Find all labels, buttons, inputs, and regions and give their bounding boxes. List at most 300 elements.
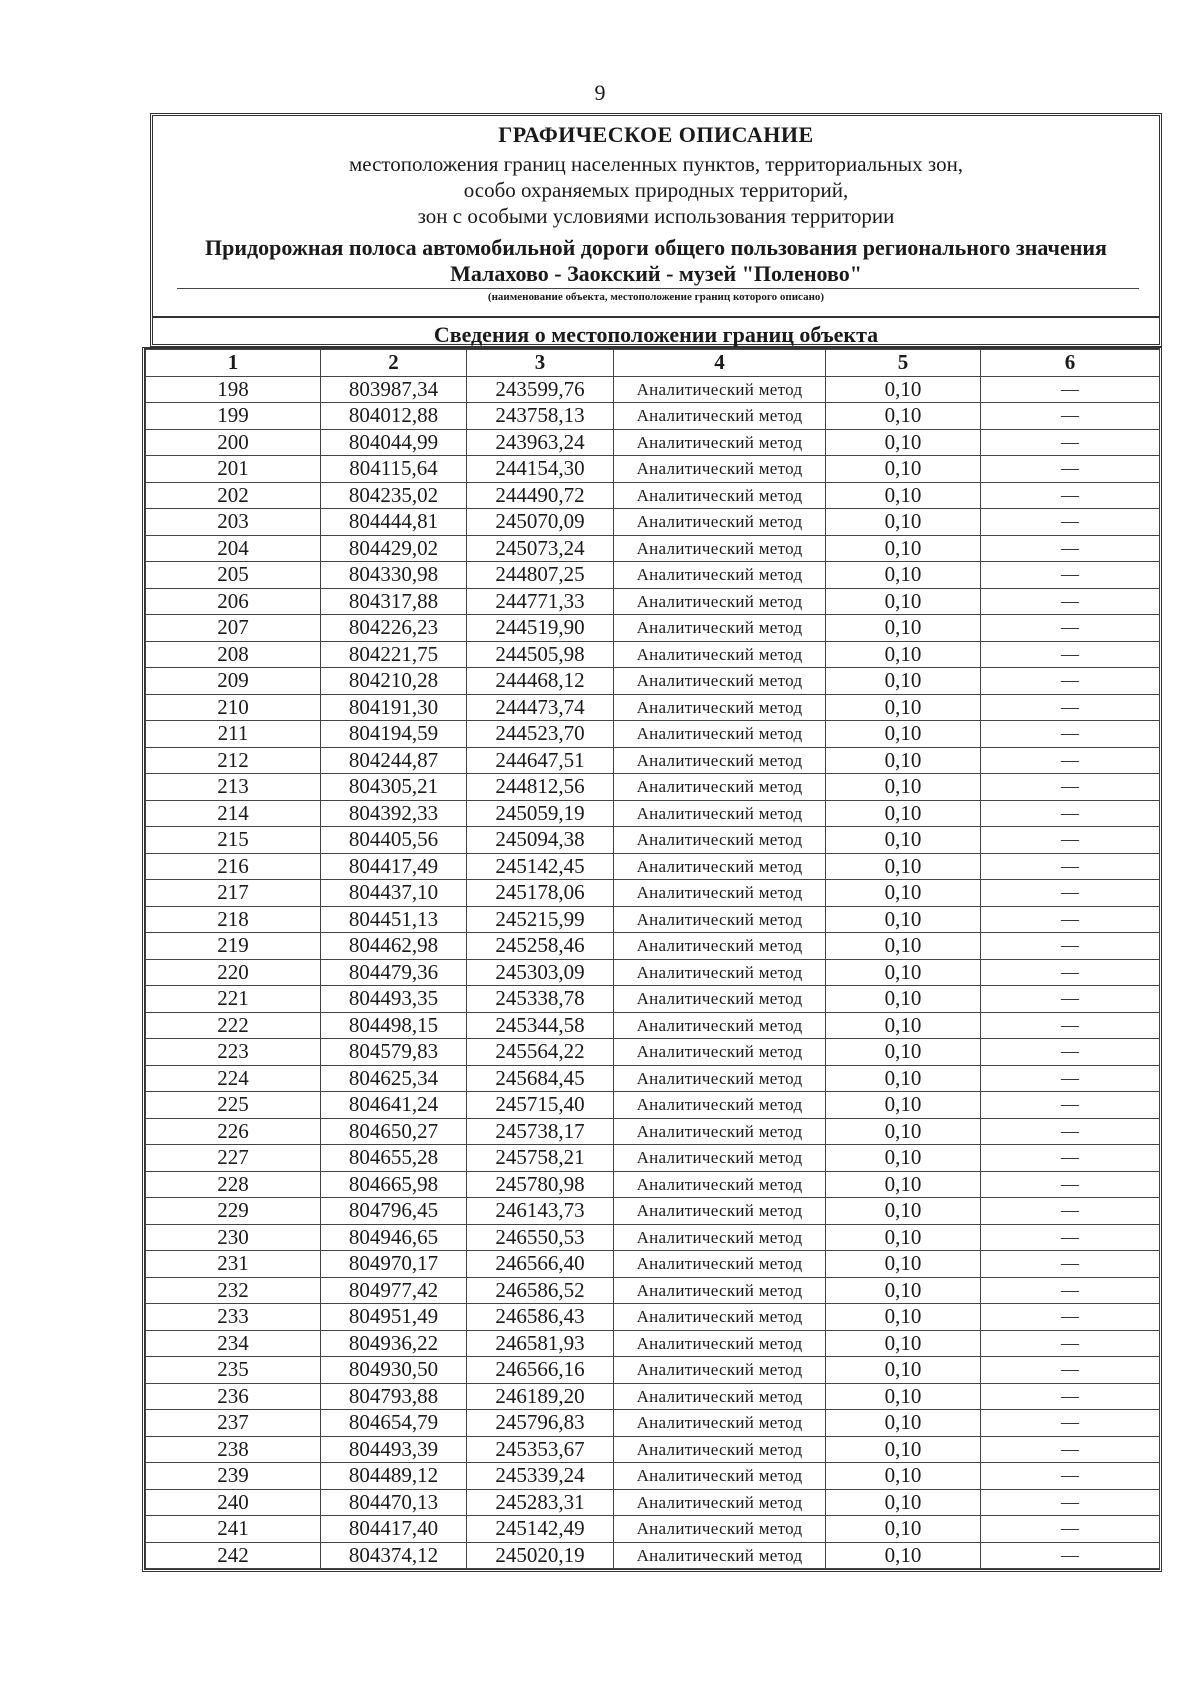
y-coordinate-cell: 245684,45: [467, 1065, 614, 1092]
method-cell: Аналитический метод: [614, 1516, 826, 1543]
x-coordinate-cell: 804579,83: [321, 1039, 467, 1066]
accuracy-cell: 0,10: [826, 641, 981, 668]
table-body: [146, 376, 1160, 1569]
subtitle-line-3: зон с особыми условиями использования территории: [417, 204, 895, 228]
accuracy-cell: 0,10: [826, 1489, 981, 1516]
point-number-cell: 201: [146, 456, 321, 483]
table-row: [146, 1118, 1160, 1145]
method-cell: Аналитический метод: [614, 615, 826, 642]
accuracy-cell: 0,10: [826, 1542, 981, 1569]
description-cell: —: [981, 1145, 1160, 1172]
point-number-cell: 234: [146, 1330, 321, 1357]
method-cell: Аналитический метод: [614, 403, 826, 430]
table-row: [146, 959, 1160, 986]
table-row: [146, 668, 1160, 695]
accuracy-cell: 0,10: [826, 1118, 981, 1145]
table-row: [146, 1251, 1160, 1278]
table-row: [146, 880, 1160, 907]
description-cell: —: [981, 1304, 1160, 1331]
method-cell: Аналитический метод: [614, 376, 826, 403]
header-box: [150, 113, 1162, 347]
description-cell: —: [981, 588, 1160, 615]
accuracy-cell: 0,10: [826, 1330, 981, 1357]
point-number-cell: 220: [146, 959, 321, 986]
x-coordinate-cell: 804210,28: [321, 668, 467, 695]
point-number-cell: 240: [146, 1489, 321, 1516]
point-number-cell: 213: [146, 774, 321, 801]
point-number-cell: 237: [146, 1410, 321, 1437]
point-number-cell: 226: [146, 1118, 321, 1145]
table-row: [146, 376, 1160, 403]
table-row: [146, 1410, 1160, 1437]
accuracy-cell: 0,10: [826, 509, 981, 536]
y-coordinate-cell: 243599,76: [467, 376, 614, 403]
point-number-cell: 204: [146, 535, 321, 562]
method-cell: Аналитический метод: [614, 1198, 826, 1225]
method-cell: Аналитический метод: [614, 1012, 826, 1039]
point-number-cell: 233: [146, 1304, 321, 1331]
method-cell: Аналитический метод: [614, 509, 826, 536]
point-number-cell: 224: [146, 1065, 321, 1092]
point-number-cell: 216: [146, 853, 321, 880]
method-cell: Аналитический метод: [614, 1145, 826, 1172]
method-cell: Аналитический метод: [614, 1383, 826, 1410]
description-cell: —: [981, 774, 1160, 801]
description-cell: —: [981, 403, 1160, 430]
accuracy-cell: 0,10: [826, 1463, 981, 1490]
point-number-cell: 199: [146, 403, 321, 430]
accuracy-cell: 0,10: [826, 933, 981, 960]
accuracy-cell: 0,10: [826, 800, 981, 827]
method-cell: Аналитический метод: [614, 906, 826, 933]
x-coordinate-cell: 804417,40: [321, 1516, 467, 1543]
y-coordinate-cell: 246566,40: [467, 1251, 614, 1278]
column-header: 6: [981, 350, 1160, 377]
point-number-cell: 230: [146, 1224, 321, 1251]
accuracy-cell: 0,10: [826, 668, 981, 695]
subtitle-line-1: местоположения границ населенных пунктов, территориальных зон,: [348, 152, 964, 176]
description-cell: —: [981, 1118, 1160, 1145]
object-name-line-1: Придорожная полоса автомобильной дороги общего пользования регионального значения: [205, 235, 1107, 260]
accuracy-cell: 0,10: [826, 747, 981, 774]
point-number-cell: 215: [146, 827, 321, 854]
accuracy-cell: 0,10: [826, 562, 981, 589]
description-cell: —: [981, 853, 1160, 880]
y-coordinate-cell: 245142,49: [467, 1516, 614, 1543]
table-row: [146, 827, 1160, 854]
table-row: [146, 456, 1160, 483]
table-row: [146, 800, 1160, 827]
method-cell: Аналитический метод: [614, 721, 826, 748]
point-number-cell: 232: [146, 1277, 321, 1304]
point-number-cell: 238: [146, 1436, 321, 1463]
x-coordinate-cell: 804655,28: [321, 1145, 467, 1172]
accuracy-cell: 0,10: [826, 615, 981, 642]
accuracy-cell: 0,10: [826, 1224, 981, 1251]
description-cell: —: [981, 1463, 1160, 1490]
table-row: [146, 482, 1160, 509]
method-cell: Аналитический метод: [614, 800, 826, 827]
method-cell: Аналитический метод: [614, 1118, 826, 1145]
accuracy-cell: 0,10: [826, 429, 981, 456]
description-cell: —: [981, 1092, 1160, 1119]
y-coordinate-cell: 246189,20: [467, 1383, 614, 1410]
table-row: [146, 1224, 1160, 1251]
method-cell: Аналитический метод: [614, 986, 826, 1013]
y-coordinate-cell: 245070,09: [467, 509, 614, 536]
x-coordinate-cell: 804392,33: [321, 800, 467, 827]
y-coordinate-cell: 246581,93: [467, 1330, 614, 1357]
x-coordinate-cell: 804305,21: [321, 774, 467, 801]
y-coordinate-cell: 243758,13: [467, 403, 614, 430]
accuracy-cell: 0,10: [826, 1198, 981, 1225]
x-coordinate-cell: 804946,65: [321, 1224, 467, 1251]
y-coordinate-cell: 244812,56: [467, 774, 614, 801]
method-cell: Аналитический метод: [614, 933, 826, 960]
table-row: [146, 986, 1160, 1013]
object-name: [153, 235, 1159, 287]
description-cell: —: [981, 1224, 1160, 1251]
table-row: [146, 906, 1160, 933]
x-coordinate-cell: 804936,22: [321, 1330, 467, 1357]
description-cell: —: [981, 1039, 1160, 1066]
section-divider: [153, 316, 1159, 318]
table-row: [146, 1277, 1160, 1304]
table-row: [146, 1436, 1160, 1463]
y-coordinate-cell: 245338,78: [467, 986, 614, 1013]
method-cell: Аналитический метод: [614, 694, 826, 721]
y-coordinate-cell: 245283,31: [467, 1489, 614, 1516]
x-coordinate-cell: 804498,15: [321, 1012, 467, 1039]
y-coordinate-cell: 243963,24: [467, 429, 614, 456]
table-row: [146, 933, 1160, 960]
point-number-cell: 231: [146, 1251, 321, 1278]
x-coordinate-cell: 804405,56: [321, 827, 467, 854]
x-coordinate-cell: 804330,98: [321, 562, 467, 589]
x-coordinate-cell: 804235,02: [321, 482, 467, 509]
accuracy-cell: 0,10: [826, 1039, 981, 1066]
method-cell: Аналитический метод: [614, 827, 826, 854]
section-heading: Сведения о местоположении границ объекта: [433, 322, 879, 347]
x-coordinate-cell: 804489,12: [321, 1463, 467, 1490]
method-cell: Аналитический метод: [614, 1463, 826, 1490]
description-cell: —: [981, 1516, 1160, 1543]
y-coordinate-cell: 245178,06: [467, 880, 614, 907]
method-cell: Аналитический метод: [614, 641, 826, 668]
x-coordinate-cell: 804462,98: [321, 933, 467, 960]
accuracy-cell: 0,10: [826, 535, 981, 562]
method-cell: Аналитический метод: [614, 562, 826, 589]
table-row: [146, 1039, 1160, 1066]
method-cell: Аналитический метод: [614, 588, 826, 615]
description-cell: —: [981, 1065, 1160, 1092]
description-cell: —: [981, 535, 1160, 562]
page-number: 9: [594, 80, 606, 105]
y-coordinate-cell: 244490,72: [467, 482, 614, 509]
point-number-cell: 236: [146, 1383, 321, 1410]
point-number-cell: 210: [146, 694, 321, 721]
y-coordinate-cell: 245059,19: [467, 800, 614, 827]
table-row: [146, 1383, 1160, 1410]
point-number-cell: 242: [146, 1542, 321, 1569]
accuracy-cell: 0,10: [826, 774, 981, 801]
x-coordinate-cell: 804470,13: [321, 1489, 467, 1516]
table-row: [146, 535, 1160, 562]
y-coordinate-cell: 245758,21: [467, 1145, 614, 1172]
y-coordinate-cell: 246550,53: [467, 1224, 614, 1251]
x-coordinate-cell: 804493,39: [321, 1436, 467, 1463]
point-number-cell: 219: [146, 933, 321, 960]
accuracy-cell: 0,10: [826, 986, 981, 1013]
y-coordinate-cell: 244505,98: [467, 641, 614, 668]
x-coordinate-cell: 804044,99: [321, 429, 467, 456]
description-cell: —: [981, 1171, 1160, 1198]
method-cell: Аналитический метод: [614, 1039, 826, 1066]
description-cell: —: [981, 1357, 1160, 1384]
table-row: [146, 1012, 1160, 1039]
method-cell: Аналитический метод: [614, 668, 826, 695]
table-row: [146, 588, 1160, 615]
point-number-cell: 206: [146, 588, 321, 615]
description-cell: —: [981, 1198, 1160, 1225]
description-cell: —: [981, 827, 1160, 854]
column-header: 2: [321, 350, 467, 377]
point-number-cell: 222: [146, 1012, 321, 1039]
accuracy-cell: 0,10: [826, 906, 981, 933]
y-coordinate-cell: 245303,09: [467, 959, 614, 986]
point-number-cell: 198: [146, 376, 321, 403]
point-number-cell: 227: [146, 1145, 321, 1172]
x-coordinate-cell: 804429,02: [321, 535, 467, 562]
method-cell: Аналитический метод: [614, 1489, 826, 1516]
description-cell: —: [981, 800, 1160, 827]
accuracy-cell: 0,10: [826, 1516, 981, 1543]
x-coordinate-cell: 804244,87: [321, 747, 467, 774]
accuracy-cell: 0,10: [826, 959, 981, 986]
y-coordinate-cell: 245715,40: [467, 1092, 614, 1119]
description-cell: —: [981, 1489, 1160, 1516]
table-row: [146, 774, 1160, 801]
x-coordinate-cell: 804793,88: [321, 1383, 467, 1410]
y-coordinate-cell: 244473,74: [467, 694, 614, 721]
x-coordinate-cell: 804417,49: [321, 853, 467, 880]
table-row: [146, 1171, 1160, 1198]
description-cell: —: [981, 1330, 1160, 1357]
accuracy-cell: 0,10: [826, 827, 981, 854]
description-cell: —: [981, 747, 1160, 774]
method-cell: Аналитический метод: [614, 456, 826, 483]
description-cell: —: [981, 1383, 1160, 1410]
method-cell: Аналитический метод: [614, 959, 826, 986]
point-number-cell: 200: [146, 429, 321, 456]
x-coordinate-cell: 804796,45: [321, 1198, 467, 1225]
object-name-caption: (наименование объекта, местоположение границ которого описано): [487, 291, 825, 303]
description-cell: —: [981, 1251, 1160, 1278]
method-cell: Аналитический метод: [614, 482, 826, 509]
x-coordinate-cell: 804970,17: [321, 1251, 467, 1278]
column-header: 5: [826, 350, 981, 377]
x-coordinate-cell: 804221,75: [321, 641, 467, 668]
point-number-cell: 212: [146, 747, 321, 774]
table-row: [146, 1092, 1160, 1119]
x-coordinate-cell: 804444,81: [321, 509, 467, 536]
accuracy-cell: 0,10: [826, 1012, 981, 1039]
method-cell: Аналитический метод: [614, 1330, 826, 1357]
table-row: [146, 429, 1160, 456]
x-coordinate-cell: 804930,50: [321, 1357, 467, 1384]
method-cell: Аналитический метод: [614, 429, 826, 456]
description-cell: —: [981, 376, 1160, 403]
point-number-cell: 207: [146, 615, 321, 642]
method-cell: Аналитический метод: [614, 853, 826, 880]
description-cell: —: [981, 456, 1160, 483]
y-coordinate-cell: 245073,24: [467, 535, 614, 562]
method-cell: Аналитический метод: [614, 1251, 826, 1278]
method-cell: Аналитический метод: [614, 1171, 826, 1198]
y-coordinate-cell: 245353,67: [467, 1436, 614, 1463]
description-cell: —: [981, 641, 1160, 668]
method-cell: Аналитический метод: [614, 774, 826, 801]
table-row: [146, 1463, 1160, 1490]
y-coordinate-cell: 245344,58: [467, 1012, 614, 1039]
y-coordinate-cell: 245780,98: [467, 1171, 614, 1198]
description-cell: —: [981, 933, 1160, 960]
description-cell: —: [981, 694, 1160, 721]
table-row: [146, 615, 1160, 642]
point-number-cell: 208: [146, 641, 321, 668]
point-number-cell: 202: [146, 482, 321, 509]
description-cell: —: [981, 509, 1160, 536]
y-coordinate-cell: 245142,45: [467, 853, 614, 880]
y-coordinate-cell: 244807,25: [467, 562, 614, 589]
y-coordinate-cell: 244468,12: [467, 668, 614, 695]
accuracy-cell: 0,10: [826, 1383, 981, 1410]
column-header: 1: [146, 350, 321, 377]
method-cell: Аналитический метод: [614, 1542, 826, 1569]
object-name-underline: [177, 288, 1139, 289]
description-cell: —: [981, 1542, 1160, 1569]
table-row: [146, 747, 1160, 774]
y-coordinate-cell: 244523,70: [467, 721, 614, 748]
description-cell: —: [981, 562, 1160, 589]
description-cell: —: [981, 1436, 1160, 1463]
method-cell: Аналитический метод: [614, 1224, 826, 1251]
method-cell: Аналитический метод: [614, 1065, 826, 1092]
accuracy-cell: 0,10: [826, 1171, 981, 1198]
table-row: [146, 853, 1160, 880]
point-number-cell: 229: [146, 1198, 321, 1225]
point-number-cell: 209: [146, 668, 321, 695]
object-name-line-2: Малахово - Заокский - музей "Поленово": [450, 261, 862, 286]
accuracy-cell: 0,10: [826, 1277, 981, 1304]
description-cell: —: [981, 429, 1160, 456]
x-coordinate-cell: 804317,88: [321, 588, 467, 615]
accuracy-cell: 0,10: [826, 588, 981, 615]
method-cell: Аналитический метод: [614, 747, 826, 774]
accuracy-cell: 0,10: [826, 1304, 981, 1331]
method-cell: Аналитический метод: [614, 1410, 826, 1437]
y-coordinate-cell: 244647,51: [467, 747, 614, 774]
accuracy-cell: 0,10: [826, 1092, 981, 1119]
table-row: [146, 1304, 1160, 1331]
table-row: [146, 1357, 1160, 1384]
table-row: [146, 1542, 1160, 1569]
x-coordinate-cell: 804641,24: [321, 1092, 467, 1119]
y-coordinate-cell: 245796,83: [467, 1410, 614, 1437]
description-cell: —: [981, 615, 1160, 642]
accuracy-cell: 0,10: [826, 1251, 981, 1278]
x-coordinate-cell: 804012,88: [321, 403, 467, 430]
y-coordinate-cell: 244519,90: [467, 615, 614, 642]
point-number-cell: 221: [146, 986, 321, 1013]
point-number-cell: 205: [146, 562, 321, 589]
description-cell: —: [981, 906, 1160, 933]
x-coordinate-cell: 804437,10: [321, 880, 467, 907]
document-title: ГРАФИЧЕСКОЕ ОПИСАНИЕ: [498, 122, 814, 147]
description-cell: —: [981, 1277, 1160, 1304]
y-coordinate-cell: 245215,99: [467, 906, 614, 933]
method-cell: Аналитический метод: [614, 535, 826, 562]
point-number-cell: 217: [146, 880, 321, 907]
y-coordinate-cell: 246586,52: [467, 1277, 614, 1304]
point-number-cell: 241: [146, 1516, 321, 1543]
accuracy-cell: 0,10: [826, 1436, 981, 1463]
accuracy-cell: 0,10: [826, 1357, 981, 1384]
y-coordinate-cell: 245738,17: [467, 1118, 614, 1145]
y-coordinate-cell: 245339,24: [467, 1463, 614, 1490]
point-number-cell: 239: [146, 1463, 321, 1490]
y-coordinate-cell: 245020,19: [467, 1542, 614, 1569]
description-cell: —: [981, 986, 1160, 1013]
table-row: [146, 721, 1160, 748]
method-cell: Аналитический метод: [614, 880, 826, 907]
y-coordinate-cell: 244771,33: [467, 588, 614, 615]
accuracy-cell: 0,10: [826, 721, 981, 748]
coordinates-table-frame: [142, 347, 1162, 1572]
x-coordinate-cell: 804115,64: [321, 456, 467, 483]
point-number-cell: 214: [146, 800, 321, 827]
x-coordinate-cell: 804226,23: [321, 615, 467, 642]
description-cell: —: [981, 1410, 1160, 1437]
accuracy-cell: 0,10: [826, 694, 981, 721]
table-row: [146, 694, 1160, 721]
table-row: [146, 1065, 1160, 1092]
table-row: [146, 509, 1160, 536]
column-header: 3: [467, 350, 614, 377]
table-row: [146, 1330, 1160, 1357]
accuracy-cell: 0,10: [826, 853, 981, 880]
description-cell: —: [981, 959, 1160, 986]
subtitle-line-2: особо охраняемых природных территорий,: [463, 178, 849, 202]
point-number-cell: 223: [146, 1039, 321, 1066]
method-cell: Аналитический метод: [614, 1092, 826, 1119]
description-cell: —: [981, 721, 1160, 748]
method-cell: Аналитический метод: [614, 1277, 826, 1304]
accuracy-cell: 0,10: [826, 880, 981, 907]
x-coordinate-cell: 803987,34: [321, 376, 467, 403]
description-cell: —: [981, 880, 1160, 907]
point-number-cell: 211: [146, 721, 321, 748]
x-coordinate-cell: 804650,27: [321, 1118, 467, 1145]
table-row: [146, 562, 1160, 589]
y-coordinate-cell: 245564,22: [467, 1039, 614, 1066]
description-cell: —: [981, 482, 1160, 509]
accuracy-cell: 0,10: [826, 1410, 981, 1437]
accuracy-cell: 0,10: [826, 403, 981, 430]
table-header-row: [146, 350, 1160, 377]
point-number-cell: 235: [146, 1357, 321, 1384]
description-cell: —: [981, 1012, 1160, 1039]
